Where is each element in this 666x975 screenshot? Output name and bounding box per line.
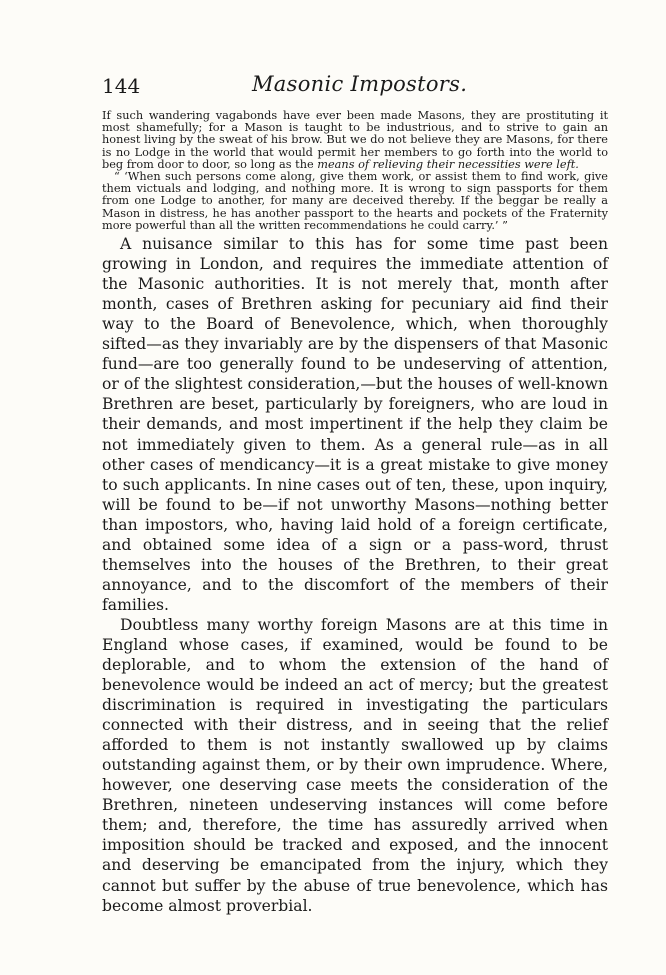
- quoted-passage: [102, 110, 608, 232]
- quote-paragraph-2: “ ‘When such persons come along, give them work, or assist them to find work, give them victuals and lodging, and nothing more. It is wrong to sign passports for them from one Lodge to another, for many are deceived thereby. If the beggar be really a Mason in distress, he has another passport to the hearts and pockets of the Fraternity more powerful than all the written recommendations he could carry.’ ”: [102, 170, 608, 232]
- quote-paragraph-1-text: If such wandering vagabonds have ever been made Masons, they are prostituting it most shamefully; for a Mason is taught to be industrious, and to strive to gain an honest living by the sweat of his brow. But we do not believe they are Masons, for there is no Lodge in the world that would permit her members to go forth into the world to beg from door to door, so long as the: [102, 109, 608, 171]
- page-number: 144: [102, 74, 141, 98]
- body-paragraph-1: A nuisance similar to this has for some time past been growing in London, and requires the immediate attention of the Masonic authorities. It is not merely that, month after month, cases of Brethren asking for pecuniary aid find their way to the Board of Benevolence, which, when thoroughly sifted—as they invariably are by the dispensers of that Masonic fund—are too generally found to be undeserving of attention, or of the slightest consideration,—but the houses of well-known Brethren are beset, particularly by foreigners, who are loud in their demands, and most impertinent if the help they claim be not immediately given to them. As a general rule—as in all other cases of mendicancy—it is a great mistake to give money to such applicants. In nine cases out of ten, these, upon inquiry, will be found to be—if not unworthy Masons—nothing better than impostors, who, having laid hold of a foreign certificate, and obtained some idea of a sign or a pass-word, thrust themselves into the houses of the Brethren, to their great annoyance, and to the discomfort of the members of their families.: [102, 235, 608, 614]
- main-text: [102, 234, 608, 916]
- quote-paragraph-1-italic: means of relieving their necessities were left.: [317, 157, 579, 171]
- body-paragraph-2: Doubtless many worthy foreign Masons are at this time in England whose cases, if examined, would be found to be deplorable, and to whom the extension of the hand of benevolence would be indeed an act of mercy; but the greatest discrimination is required in investigating the particulars connected with their distress, and in seeing that the relief afforded to them is not instantly swallowed up by claims outstanding against them, or by their own imprudence. Where, however, one deserving case meets the consideration of the Brethren, nineteen undeserving instances will come before them; and, therefore, the time has assuredly arrived when imposition should be tracked and exposed, and the innocent and deserving be emancipated from the injury, which they cannot but suffer by the abuse of true benevolence, which has become almost proverbial.: [102, 615, 608, 915]
- page-header: [102, 70, 608, 102]
- quote-paragraph-1: [102, 110, 608, 171]
- running-title: Masonic Impostors.: [252, 72, 468, 96]
